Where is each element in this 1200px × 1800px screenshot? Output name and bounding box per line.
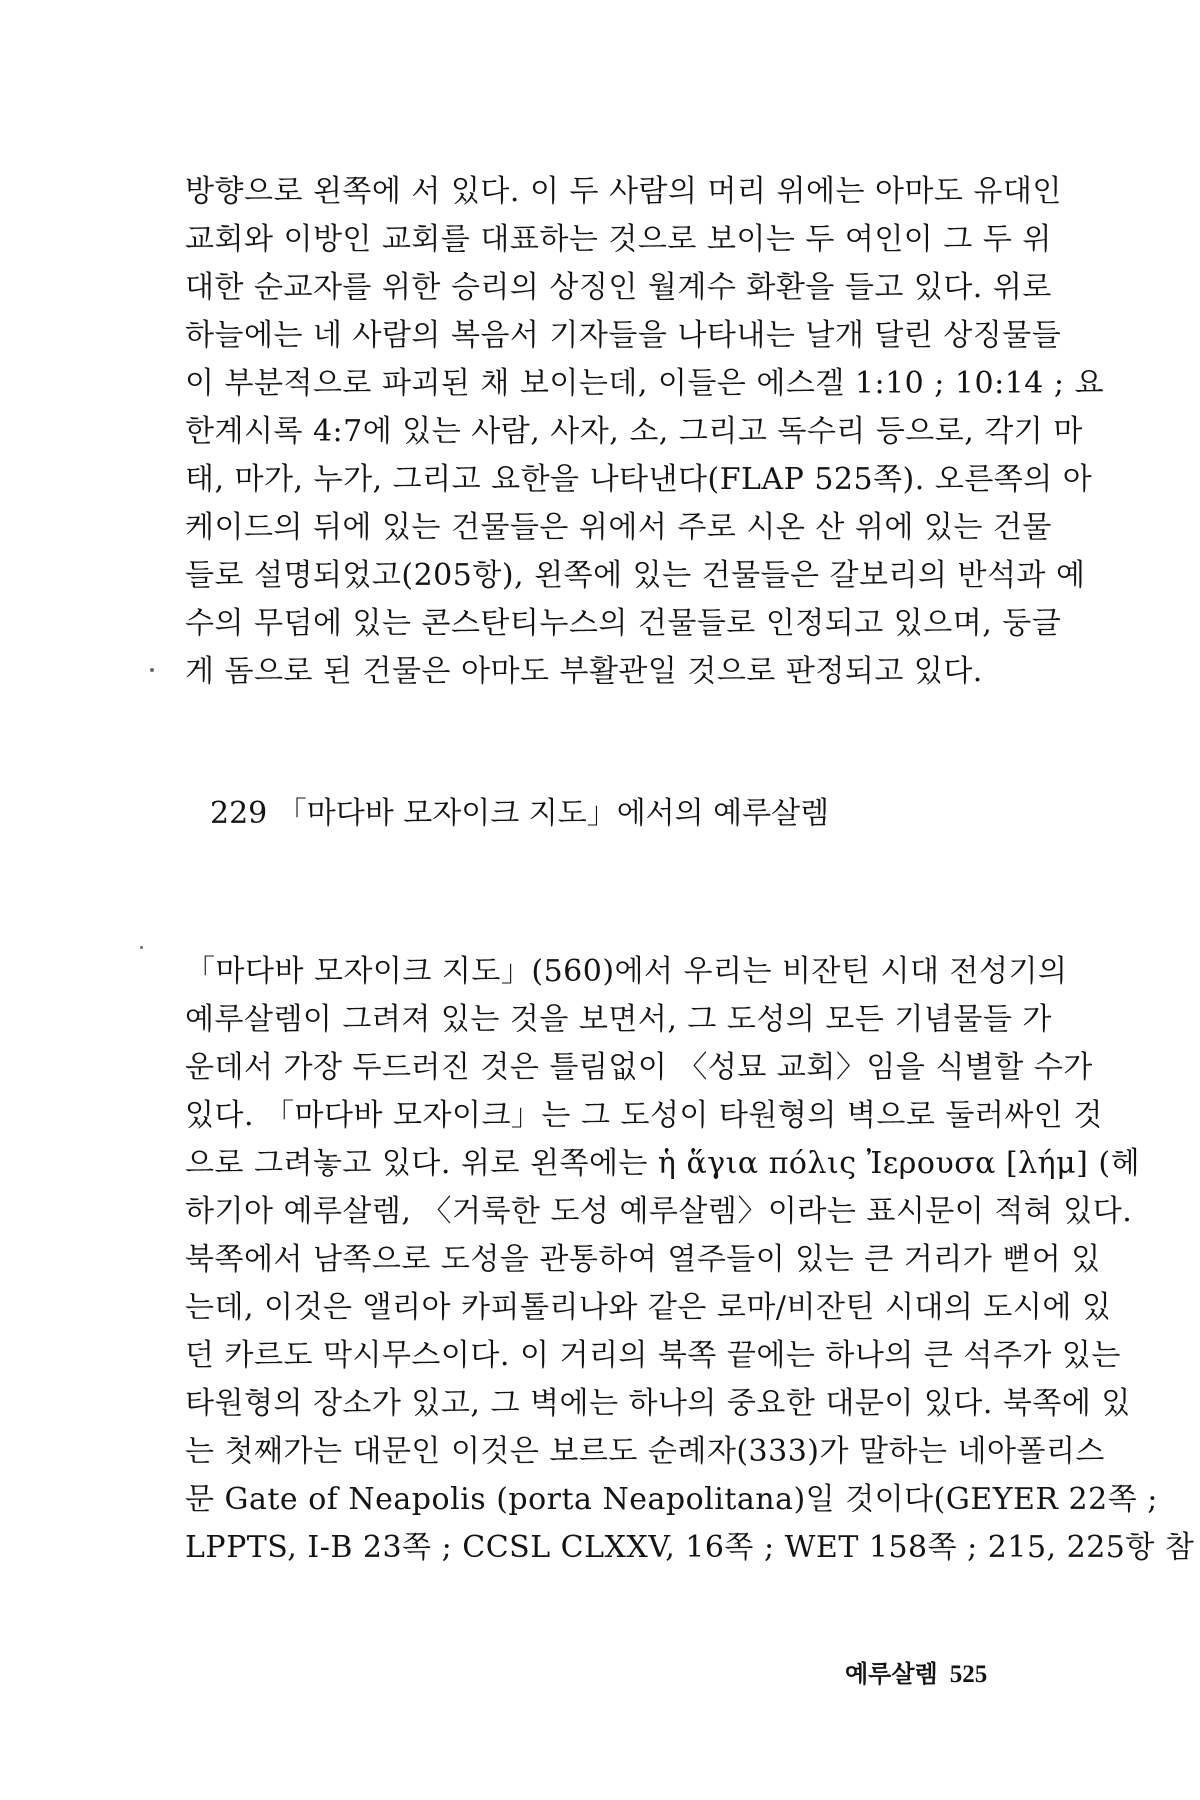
text-line: LPPTS, I-B 23쪽 ; CCSL CLXXV, 16쪽 ; WET 158쪽 ; 215, 225항 참 (185, 1530, 1195, 1565)
text-line: 하늘에는 네 사람의 복음서 기자들을 나타내는 날개 달린 상징물들 (185, 318, 1062, 353)
text-line: 교회와 이방인 교회를 대표하는 것으로 보이는 두 여인이 그 두 위 (185, 222, 1052, 257)
text-line: 북쪽에서 남쪽으로 도성을 관통하여 열주들이 있는 큰 거리가 뻗어 있 (185, 1242, 1101, 1277)
text-line: 「마다바 모자이크 지도」(560)에서 우리는 비잔틴 시대 전성기의 (185, 954, 1068, 989)
section-heading: 229 「마다바 모자이크 지도」에서의 예루살렘 (210, 796, 830, 831)
running-title: 예루살렘 (845, 1660, 938, 1688)
text-line: 있다. 「마다바 모자이크」는 그 도성이 타원형의 벽으로 둘러싸인 것 (185, 1098, 1103, 1133)
text-line: 게 돔으로 된 건물은 아마도 부활관일 것으로 판정되고 있다. (185, 654, 983, 689)
text-line: 예루살렘이 그려져 있는 것을 보면서, 그 도성의 모든 기념물들 가 (185, 1002, 1052, 1037)
page-number: 525 (949, 1661, 988, 1688)
text-line: 는 첫째가는 대문인 이것은 보르도 순례자(333)가 말하는 네아폴리스 (185, 1434, 1105, 1469)
text-line: 이 부분적으로 파괴된 채 보이는데, 이들은 에스겔 1:10 ; 10:14 ; 요 (185, 366, 1105, 401)
page-footer (845, 1654, 987, 1689)
text-line: 는데, 이것은 앨리아 카피톨리나와 같은 로마/비잔틴 시대의 도시에 있 (185, 1290, 1112, 1325)
text-line: 케이드의 뒤에 있는 건물들은 위에서 주로 시온 산 위에 있는 건물 (185, 510, 1052, 545)
text-line: 타원형의 장소가 있고, 그 벽에는 하나의 중요한 대문이 있다. 북쪽에 있 (185, 1386, 1131, 1421)
paragraph-1 (185, 168, 1105, 696)
text-line: 방향으로 왼쪽에 서 있다. 이 두 사람의 머리 위에는 아마도 유대인 (185, 174, 1062, 209)
text-line: 으로 그려놓고 있다. 위로 왼쪽에는 ἡ ἅγια πόλις Ἰερουσα [λήμ] (헤 (185, 1146, 1141, 1181)
text-line: 들로 설명되었고(205항), 왼쪽에 있는 건물들은 갈보리의 반석과 예 (185, 558, 1086, 593)
text-line: 태, 마가, 누가, 그리고 요한을 나타낸다(FLAP 525쪽). 오른쪽의 아 (185, 462, 1093, 497)
text-line: 던 카르도 막시무스이다. 이 거리의 북쪽 끝에는 하나의 큰 석주가 있는 (185, 1338, 1121, 1373)
text-line: 한계시록 4:7에 있는 사람, 사자, 소, 그리고 독수리 등으로, 각기 마 (185, 414, 1083, 449)
text-line: 하기아 예루살렘, 〈거룩한 도성 예루살렘〉이라는 표시문이 적혀 있다. (185, 1194, 1133, 1229)
text-line: 대한 순교자를 위한 승리의 상징인 월계수 화환을 들고 있다. 위로 (185, 270, 1052, 305)
scan-speck (140, 946, 143, 949)
paragraph-2 (185, 948, 1195, 1572)
scan-speck (150, 668, 154, 672)
text-line: 문 Gate of Neapolis (porta Neapolitana)일 것이다(GEYER 22쪽 ; (185, 1482, 1158, 1517)
text-line: 운데서 가장 두드러진 것은 틀림없이 〈성묘 교회〉임을 식별할 수가 (185, 1050, 1093, 1085)
text-line: 수의 무덤에 있는 콘스탄티누스의 건물들로 인정되고 있으며, 둥글 (185, 606, 1062, 641)
